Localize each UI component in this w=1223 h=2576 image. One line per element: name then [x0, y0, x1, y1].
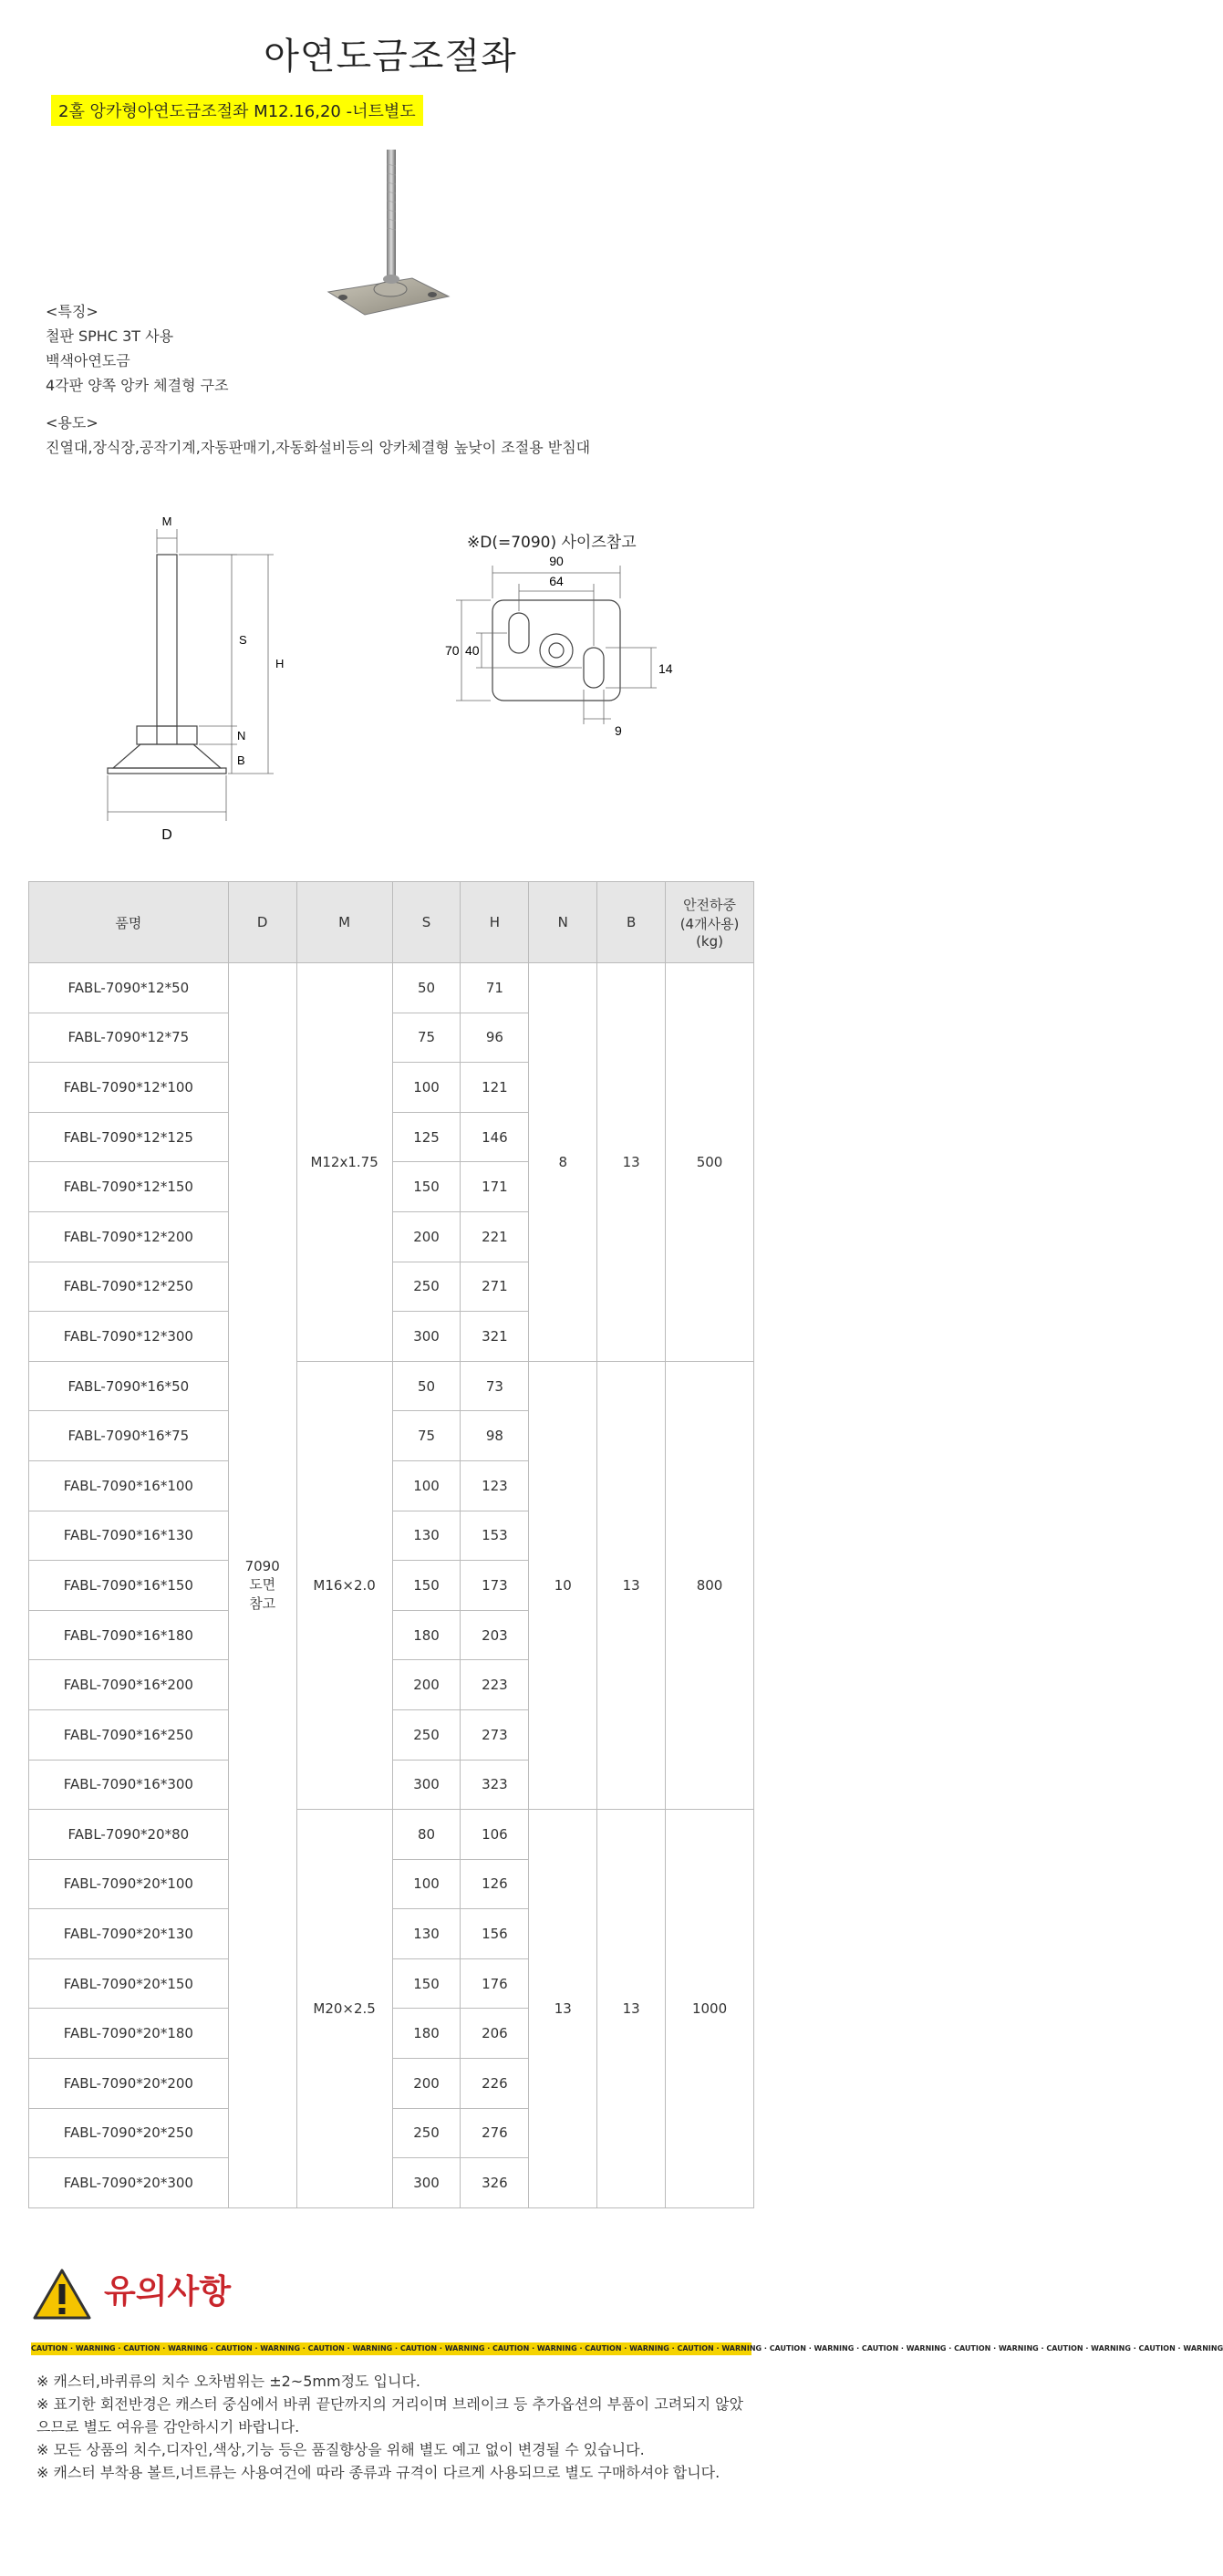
cell-n: 8 — [529, 963, 597, 1362]
table-header-row — [29, 882, 754, 963]
dim-label-70: 70 — [445, 643, 460, 658]
cell-b: 13 — [597, 1361, 666, 1809]
usage-heading: <용도> — [46, 414, 98, 431]
dim-label-b: B — [237, 753, 245, 767]
cell-h: 321 — [461, 1312, 529, 1362]
cell-s: 80 — [392, 1810, 461, 1860]
cell-name: FABL-7090*16*150 — [29, 1561, 229, 1611]
cell-s: 125 — [392, 1112, 461, 1162]
caution-notes — [36, 2370, 748, 2484]
caution-note: ※ 캐스터 부착용 볼트,너트류는 사용여건에 따라 종류과 규격이 다르게 사용되므로 별도 구매하셔야 합니다. — [36, 2464, 720, 2481]
cell-h: 326 — [461, 2158, 529, 2208]
cell-s: 250 — [392, 2108, 461, 2158]
cell-h: 106 — [461, 1810, 529, 1860]
table-row — [29, 1810, 754, 1860]
cell-d: 7090 도면 참고 — [228, 963, 296, 2208]
usage-text: 진열대,장식장,공작기계,자동판매기,자동화설비등의 앙카체결형 높낮이 조절용 받침대 — [46, 439, 591, 456]
cell-s: 130 — [392, 1909, 461, 1959]
usage-section — [46, 410, 590, 460]
feature-line: 철판 SPHC 3T 사용 — [46, 327, 174, 345]
cell-name: FABL-7090*16*300 — [29, 1760, 229, 1810]
cell-name: FABL-7090*12*300 — [29, 1312, 229, 1362]
cell-name: FABL-7090*20*100 — [29, 1859, 229, 1909]
feature-line: 4각판 양쪽 앙카 체결형 구조 — [46, 377, 229, 394]
cell-s: 150 — [392, 1958, 461, 2009]
cell-name: FABL-7090*20*180 — [29, 2009, 229, 2059]
cell-name: FABL-7090*16*130 — [29, 1511, 229, 1561]
cell-name: FABL-7090*12*50 — [29, 963, 229, 1013]
cell-name: FABL-7090*12*100 — [29, 1063, 229, 1113]
dim-label-n: N — [237, 729, 246, 743]
cell-s: 100 — [392, 1460, 461, 1511]
cell-name: FABL-7090*16*75 — [29, 1411, 229, 1461]
cell-s: 150 — [392, 1162, 461, 1212]
cell-b: 13 — [597, 1810, 666, 2208]
cell-h: 126 — [461, 1859, 529, 1909]
cell-name: FABL-7090*16*180 — [29, 1610, 229, 1660]
caution-note: ※ 캐스터,바퀴류의 치수 오차범위는 ±2~5mm정도 입니다. — [36, 2373, 421, 2390]
cell-h: 146 — [461, 1112, 529, 1162]
col-header-d: D — [228, 882, 296, 963]
cell-h: 98 — [461, 1411, 529, 1461]
dim-label-h: H — [275, 657, 285, 670]
cell-name: FABL-7090*12*200 — [29, 1211, 229, 1262]
cell-h: 221 — [461, 1211, 529, 1262]
cell-b: 13 — [597, 963, 666, 1362]
cell-s: 75 — [392, 1013, 461, 1063]
cell-h: 96 — [461, 1013, 529, 1063]
cell-h: 176 — [461, 1958, 529, 2009]
cell-name: FABL-7090*20*130 — [29, 1909, 229, 1959]
features-heading: <특징> — [46, 303, 98, 320]
cell-h: 123 — [461, 1460, 529, 1511]
cell-name: FABL-7090*16*200 — [29, 1660, 229, 1710]
dim-label-d: D — [161, 827, 172, 843]
dim-label-m: M — [161, 514, 172, 528]
cell-s: 180 — [392, 1610, 461, 1660]
product-photo — [321, 146, 453, 328]
dim-label-64: 64 — [549, 574, 564, 588]
cell-h: 73 — [461, 1361, 529, 1411]
cell-s: 250 — [392, 1709, 461, 1760]
features-section — [46, 299, 229, 398]
cell-name: FABL-7090*16*100 — [29, 1460, 229, 1511]
dim-label-90: 90 — [549, 554, 564, 568]
dim-label-s: S — [239, 633, 247, 647]
cell-name: FABL-7090*16*250 — [29, 1709, 229, 1760]
cell-n: 10 — [529, 1361, 597, 1809]
cell-name: FABL-7090*16*50 — [29, 1361, 229, 1411]
product-subtitle: 2홀 앙카형아연도금조절좌 M12.16,20 -너트별도 — [51, 95, 423, 126]
spec-table — [28, 881, 754, 2208]
caution-title: 유의사항 — [104, 2273, 232, 2311]
cell-name: FABL-7090*12*125 — [29, 1112, 229, 1162]
page-title: 아연도금조절좌 — [264, 36, 517, 78]
cell-name: FABL-7090*20*250 — [29, 2108, 229, 2158]
cell-name: FABL-7090*12*150 — [29, 1162, 229, 1212]
cell-load: 500 — [666, 963, 754, 1362]
cell-name: FABL-7090*20*80 — [29, 1810, 229, 1860]
cell-h: 173 — [461, 1561, 529, 1611]
col-header-n: N — [529, 882, 597, 963]
table-row — [29, 963, 754, 1013]
cell-h: 226 — [461, 2059, 529, 2109]
cell-h: 271 — [461, 1262, 529, 1312]
cell-s: 200 — [392, 1660, 461, 1710]
cell-h: 203 — [461, 1610, 529, 1660]
cell-s: 50 — [392, 1361, 461, 1411]
cell-name: FABL-7090*20*150 — [29, 1958, 229, 2009]
feature-line: 백색아연도금 — [46, 352, 130, 369]
cell-h: 171 — [461, 1162, 529, 1212]
cell-m: M20×2.5 — [296, 1810, 392, 2208]
col-header-s: S — [392, 882, 461, 963]
side-dimension-drawing — [100, 502, 337, 857]
cell-h: 156 — [461, 1909, 529, 1959]
cell-h: 153 — [461, 1511, 529, 1561]
cell-s: 200 — [392, 1211, 461, 1262]
cell-m: M12x1.75 — [296, 963, 392, 1362]
warning-triangle-icon — [33, 2268, 91, 2321]
cell-s: 300 — [392, 2158, 461, 2208]
col-header-b: B — [597, 882, 666, 963]
cell-h: 71 — [461, 963, 529, 1013]
plate-dimension-drawing — [401, 529, 702, 766]
cell-load: 800 — [666, 1361, 754, 1809]
cell-name: FABL-7090*12*75 — [29, 1013, 229, 1063]
cell-name: FABL-7090*20*200 — [29, 2059, 229, 2109]
table-row — [29, 1361, 754, 1411]
cell-h: 276 — [461, 2108, 529, 2158]
cell-h: 206 — [461, 2009, 529, 2059]
col-header-load: 안전하중 (4개사용) (kg) — [666, 882, 754, 963]
cell-load: 1000 — [666, 1810, 754, 2208]
cell-s: 150 — [392, 1561, 461, 1611]
cell-s: 250 — [392, 1262, 461, 1312]
cell-m: M16×2.0 — [296, 1361, 392, 1809]
cell-s: 300 — [392, 1760, 461, 1810]
caution-note: ※ 표기한 회전반경은 캐스터 중심에서 바퀴 끝단까지의 거리이며 브레이크 등 추가옵션의 부품이 고려되지 않았으므로 별도 여유를 감안하시기 바랍니다. — [36, 2395, 744, 2436]
cell-name: FABL-7090*20*300 — [29, 2158, 229, 2208]
col-header-name: 품명 — [29, 882, 229, 963]
cell-s: 180 — [392, 2009, 461, 2059]
cell-s: 200 — [392, 2059, 461, 2109]
cell-s: 130 — [392, 1511, 461, 1561]
cell-n: 13 — [529, 1810, 597, 2208]
cell-h: 121 — [461, 1063, 529, 1113]
cell-s: 100 — [392, 1063, 461, 1113]
cell-s: 50 — [392, 963, 461, 1013]
caution-tape: CAUTION · WARNING · CAUTION · WARNING · CAUTION · WARNING · CAUTION · WARNING · CAUTION · WARNING · CAUTION · WARNING · CAUTION · WARNING · CAUTION · WARNING · CAUTION · WARNING · CAUTION · WARNING · CAUTION · WARNING · CAUTION · WARNING · CAUTION · WARNING — [31, 2342, 751, 2355]
cell-s: 75 — [392, 1411, 461, 1461]
size-reference-note: ※D(=7090) 사이즈참고 — [467, 534, 637, 552]
dim-label-9: 9 — [615, 723, 622, 738]
col-header-m: M — [296, 882, 392, 963]
cell-name: FABL-7090*12*250 — [29, 1262, 229, 1312]
cell-s: 300 — [392, 1312, 461, 1362]
cell-h: 273 — [461, 1709, 529, 1760]
cell-h: 223 — [461, 1660, 529, 1710]
cell-s: 100 — [392, 1859, 461, 1909]
dim-label-14: 14 — [658, 661, 673, 676]
cell-h: 323 — [461, 1760, 529, 1810]
col-header-h: H — [461, 882, 529, 963]
dim-label-40: 40 — [465, 643, 480, 658]
caution-note: ※ 모든 상품의 치수,디자인,색상,기능 등은 품질향상을 위해 별도 예고 없이 변경될 수 있습니다. — [36, 2441, 645, 2458]
